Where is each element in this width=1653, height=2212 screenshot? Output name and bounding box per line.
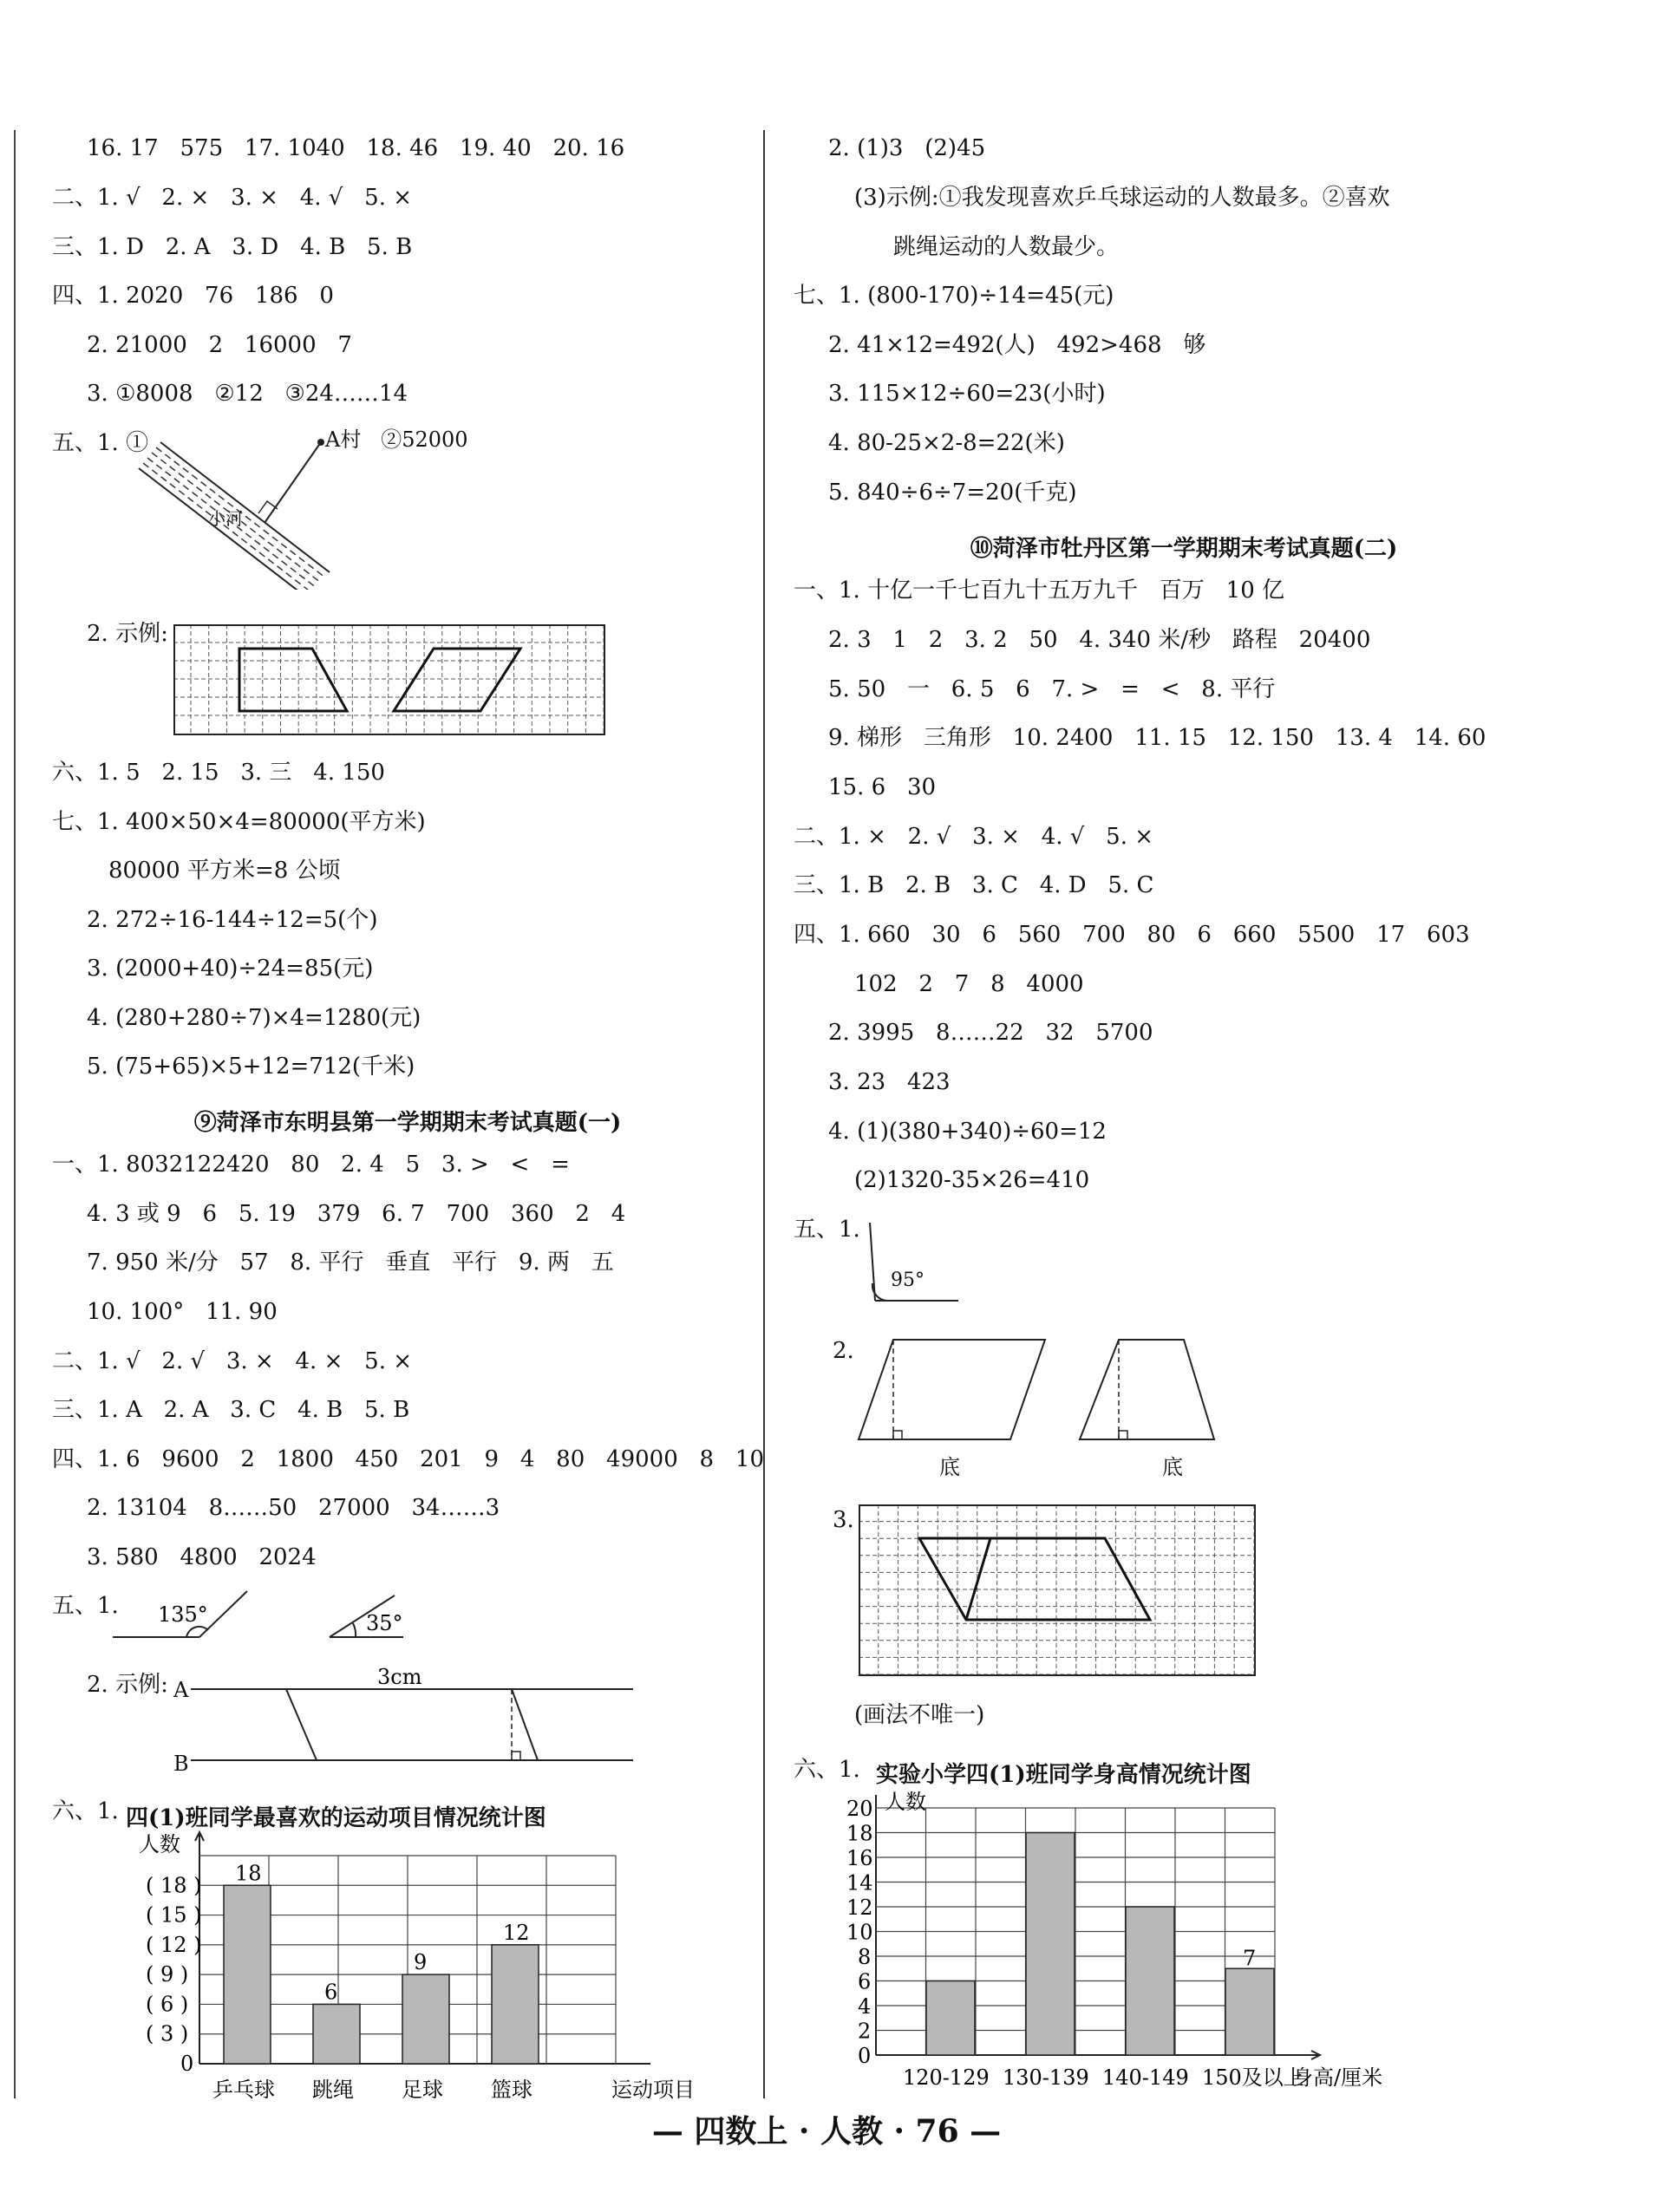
answer-line: 2. 示例: [87,1672,168,1698]
x-axis-label: 身高/厘米 [1292,2065,1383,2090]
x-tick-label: 140-149 [1102,2065,1189,2090]
answer-line: 2. 13104 8……50 27000 34……3 [87,1495,500,1521]
answer-line: 2. 示例: [87,621,168,647]
y-tick-label: 0 [180,2052,194,2076]
answer-line: (2)1320-35×26=410 [854,1167,1090,1193]
grid-trapezoid-parallelogram [173,624,607,737]
bar [1225,1968,1274,2055]
data-label: 6 [324,1980,338,2005]
answer-line: 一、1. 十亿一千七百九十五万九千 百万 10 亿 [794,577,1285,604]
answer-line: 四、1. 660 30 6 560 700 80 6 660 5500 17 603 [794,922,1470,948]
answer-line: 2. 3995 8……22 32 5700 [828,1020,1153,1046]
y-axis-label: 人数 [885,1790,926,1814]
bar [492,1945,539,2064]
answer-line: 5. 50 一 6. 5 6 7. > = < 8. 平行 [828,676,1276,702]
base-label-2: 底 [1162,1455,1183,1479]
answer-line: 一、1. 8032122420 80 2. 4 5 3. > < = [52,1152,570,1178]
answer-line: 三、1. A 2. A 3. C 4. B 5. B [52,1397,410,1423]
data-label: 12 [503,1920,530,1945]
y-tick-label: ( 12 ) [146,1932,202,1957]
y-tick-label: 10 [846,1920,873,1945]
answer-line: 9. 梯形 三角形 10. 2400 11. 15 12. 150 13. 4 14. 60 [828,725,1486,751]
y-tick-label: ( 3 ) [146,2021,189,2046]
chart-title-left: 四(1)班同学最喜欢的运动项目情况统计图 [126,1805,546,1831]
answer-line: 五、1. [52,1593,119,1619]
bar [313,2004,360,2064]
bar [402,1974,449,2064]
angle-135-label: 135° [158,1602,208,1627]
answer-line: 跳绳运动的人数最少。 [893,234,1120,260]
answer-line: 五、1. ① [52,430,149,456]
answer-line: 2. [833,1338,854,1364]
x-tick-label: 跳绳 [312,2078,354,2102]
chart-label-left: 六、1. [52,1798,119,1824]
angle-95-label: 95° [891,1269,925,1291]
grid-divided-parallelogram [859,1504,1258,1678]
river-label: 小河 [208,508,243,529]
answer-line: 3. 23 423 [828,1069,951,1095]
answer-line: 五、1. [794,1217,860,1243]
answer-line: 3. (2000+40)÷24=85(元) [87,956,374,982]
angle-95-figure [863,1223,967,1309]
answer-line: 2. (1)3 (2)45 [828,135,986,161]
answer-line: 四、1. 6 9600 2 1800 450 201 9 4 80 49000 8 10 [52,1446,764,1472]
answer-line: 10. 100° 11. 90 [87,1299,278,1325]
answer-line: 三、1. B 2. B 3. C 4. D 5. C [794,872,1154,898]
y-tick-label: 6 [858,1969,872,1994]
answer-line: 2. 21000 2 16000 7 [87,332,352,358]
answer-line: 5. (75+65)×5+12=712(千米) [87,1054,415,1080]
y-tick-label: ( 15 ) [146,1902,202,1928]
x-tick-label: 足球 [402,2078,443,2102]
answer-line: 3. ①8008 ②12 ③24……14 [87,381,408,407]
section-title-9: ⑨菏泽市东明县第一学期期末考试真题(一) [193,1110,622,1136]
answer-line: 4. 80-25×2-8=22(米) [828,430,1065,456]
answer-line: 六、1. 5 2. 15 3. 三 4. 150 [52,760,385,786]
data-label: 9 [414,1950,428,1975]
answer-line: 2. 3 1 2 3. 2 50 4. 340 米/秒 路程 20400 [828,627,1371,653]
y-tick-label: 12 [846,1896,873,1920]
answer-line: 七、1. 400×50×4=80000(平方米) [52,809,426,835]
x-tick-label: 120-129 [903,2065,990,2090]
answer-line: (3)示例:①我发现喜欢乒乓球运动的人数最多。②喜欢 [854,185,1390,211]
section-title-10: ⑩菏泽市牡丹区第一学期期末考试真题(二) [970,536,1398,562]
y-tick-label: 18 [846,1821,873,1846]
chart-title-right: 实验小学四(1)班同学身高情况统计图 [876,1762,1251,1788]
answer-line: 2. 41×12=492(人) 492>468 够 [828,332,1206,358]
heights-figure [854,1331,1219,1452]
line-b-label: B [173,1752,189,1776]
x-tick-label: 乒乓球 [212,2078,275,2102]
answer-line: 16. 17 575 17. 1040 18. 46 19. 40 20. 16 [87,135,625,161]
y-tick-label: 4 [858,1994,872,2019]
page-footer: — 四数上 · 人教 · 76 — [651,2113,1002,2150]
angles-figure [104,1578,520,1648]
answer-line: 二、1. × 2. √ 3. × 4. √ 5. × [794,824,1154,850]
y-tick-label: 8 [858,1945,872,1969]
x-tick-label: 150及以上 [1202,2065,1304,2090]
y-tick-label: 2 [858,2019,872,2044]
parallel-lines-figure [165,1665,650,1769]
y-tick-label: ( 6 ) [146,1992,189,2017]
answer-line: 5. 840÷6÷7=20(千克) [828,480,1077,506]
left-margin-rule [14,130,16,2098]
answer-line: 7. 950 米/分 57 8. 平行 垂直 平行 9. 两 五 [87,1250,614,1276]
answer-line: 102 2 7 8 4000 [854,971,1084,997]
answer-line: 15. 6 30 [828,774,937,800]
sports-bar-chart [113,1825,720,2103]
column-divider [763,130,765,2098]
line-a-label: A [173,1678,189,1702]
y-tick-label: ( 18 ) [146,1873,202,1898]
answer-line: 4. (1)(380+340)÷60=12 [828,1119,1107,1145]
answer-line: 二、1. √ 2. √ 3. × 4. × 5. × [52,1348,413,1374]
x-axis-label: 运动项目 [611,2078,695,2102]
x-tick-label: 篮球 [491,2078,532,2102]
y-tick-label: 14 [846,1870,873,1896]
y-tick-label: 20 [846,1797,873,1821]
dist-label: 3cm [377,1665,422,1689]
answer-line: 3. 580 4800 2024 [87,1544,317,1570]
angle-35-label: 35° [366,1611,403,1635]
y-tick-label: ( 9 ) [146,1962,189,1987]
answer-line: 3. 115×12÷60=23(小时) [828,381,1106,407]
village-label: A村 ②52000 [325,427,468,452]
y-tick-label: 16 [846,1846,873,1870]
x-tick-label: 130-139 [1003,2065,1089,2090]
data-label: 7 [1243,1946,1257,1971]
bar [1126,1907,1174,2055]
answer-line: 四、1. 2020 76 186 0 [52,283,334,309]
bar [1026,1833,1075,2056]
height-bar-chart [828,1778,1453,2098]
answer-line: 4. (280+280÷7)×4=1280(元) [87,1005,421,1031]
answer-line: 七、1. (800-170)÷14=45(元) [794,283,1114,309]
answer-line: 3. [833,1507,854,1533]
answer-line: 三、1. D 2. A 3. D 4. B 5. B [52,234,413,260]
answer-line: 4. 3 或 9 6 5. 19 379 6. 7 700 360 2 4 [87,1201,626,1227]
data-label: 18 [235,1861,262,1886]
answer-line: 2. 272÷16-144÷12=5(个) [87,907,378,933]
answer-line: 80000 平方米=8 公顷 [108,858,341,884]
answer-line: (画法不唯一) [854,1702,985,1728]
bar [926,1981,975,2056]
base-label-1: 底 [939,1455,960,1479]
y-tick-label: 0 [858,2044,872,2068]
bar [224,1885,271,2064]
y-axis-label: 人数 [139,1832,180,1856]
chart-label-right: 六、1. [794,1757,860,1783]
answer-line: 二、1. √ 2. × 3. × 4. √ 5. × [52,185,413,211]
